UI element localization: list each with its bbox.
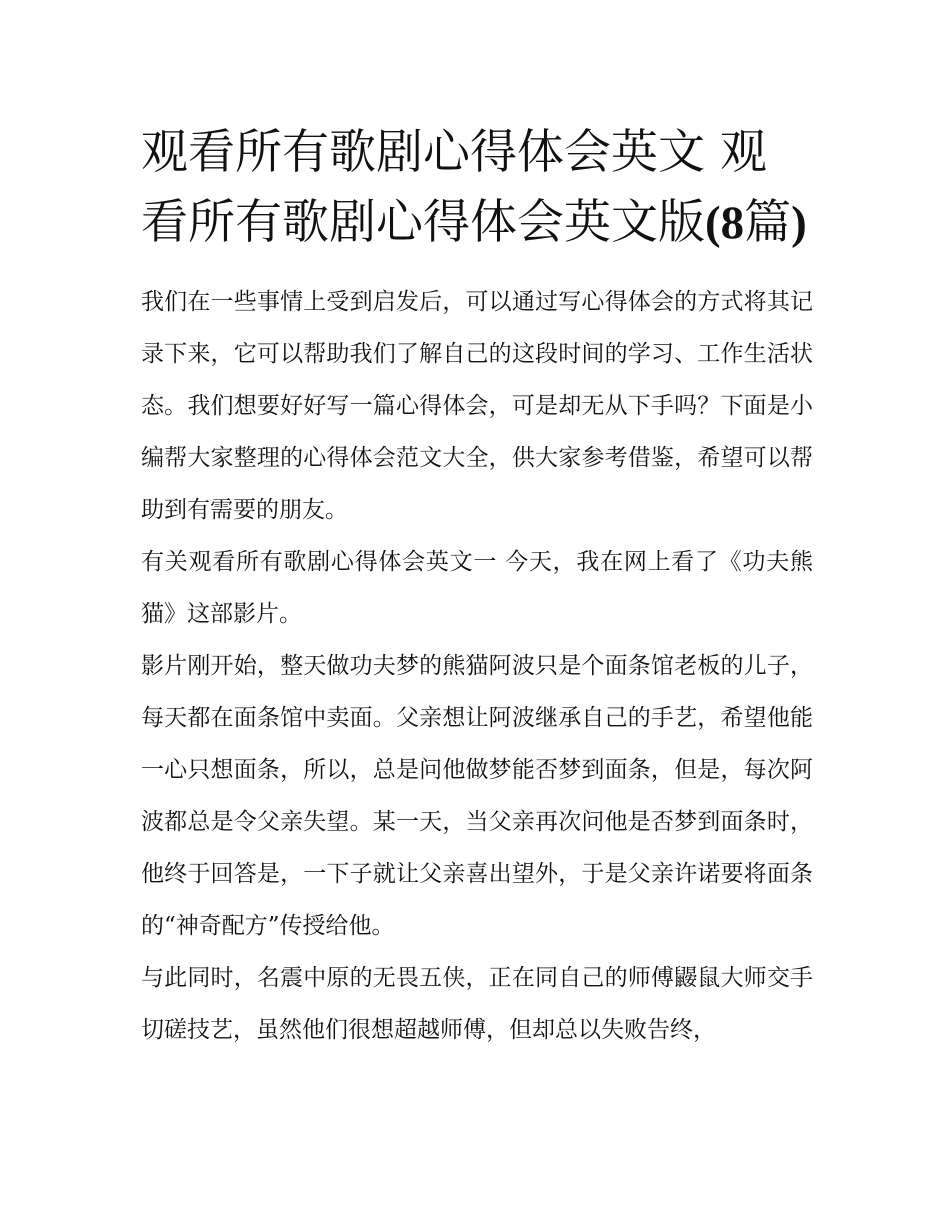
- paragraph-story: 影片刚开始，整天做功夫梦的熊猫阿波只是个面条馆老板的儿子，每天都在面条馆中卖面。父亲想让阿波继承自己的手艺，希望他能一心只想面条，所以，总是问他做梦能否梦到面条，但是，每次阿波都总是令父亲失望。某一天，当父亲再次问他是否梦到面条时，他终于回答是，一下子就让父亲喜出望外，于是父亲许诺要将面条的“神奇配方”传授给他。: [141, 653, 813, 939]
- paragraph-five-heroes: 与此同时，名震中原的无畏五侠，正在同自己的师傅鼹鼠大师交手切磋技艺，虽然他们很想超越师傅，但却总以失败告终，: [141, 965, 813, 1043]
- title-text: 观看所有歌剧心得体会英文 观看所有歌剧心得体会英文版: [141, 125, 767, 250]
- document-body: [141, 276, 813, 1056]
- document-page: [141, 118, 813, 1056]
- title-paren-close: ): [791, 197, 807, 249]
- paragraph-section-one: 有关观看所有歌剧心得体会英文一 今天，我在网上看了《功夫熊猫》这部影片。: [141, 549, 813, 627]
- title-number: 8: [720, 197, 745, 249]
- title-paren-open: (: [705, 197, 721, 249]
- title-suffix: 篇: [744, 195, 792, 250]
- paragraph-intro: 我们在一些事情上受到启发后，可以通过写心得体会的方式将其记录下来，它可以帮助我们了解自己的这段时间的学习、工作生活状态。我们想要好好写一篇心得体会，可是却无从下手吗？下面是小编帮大家整理的心得体会范文大全，供大家参考借鉴，希望可以帮助到有需要的朋友。: [141, 289, 813, 523]
- document-title: [141, 118, 813, 258]
